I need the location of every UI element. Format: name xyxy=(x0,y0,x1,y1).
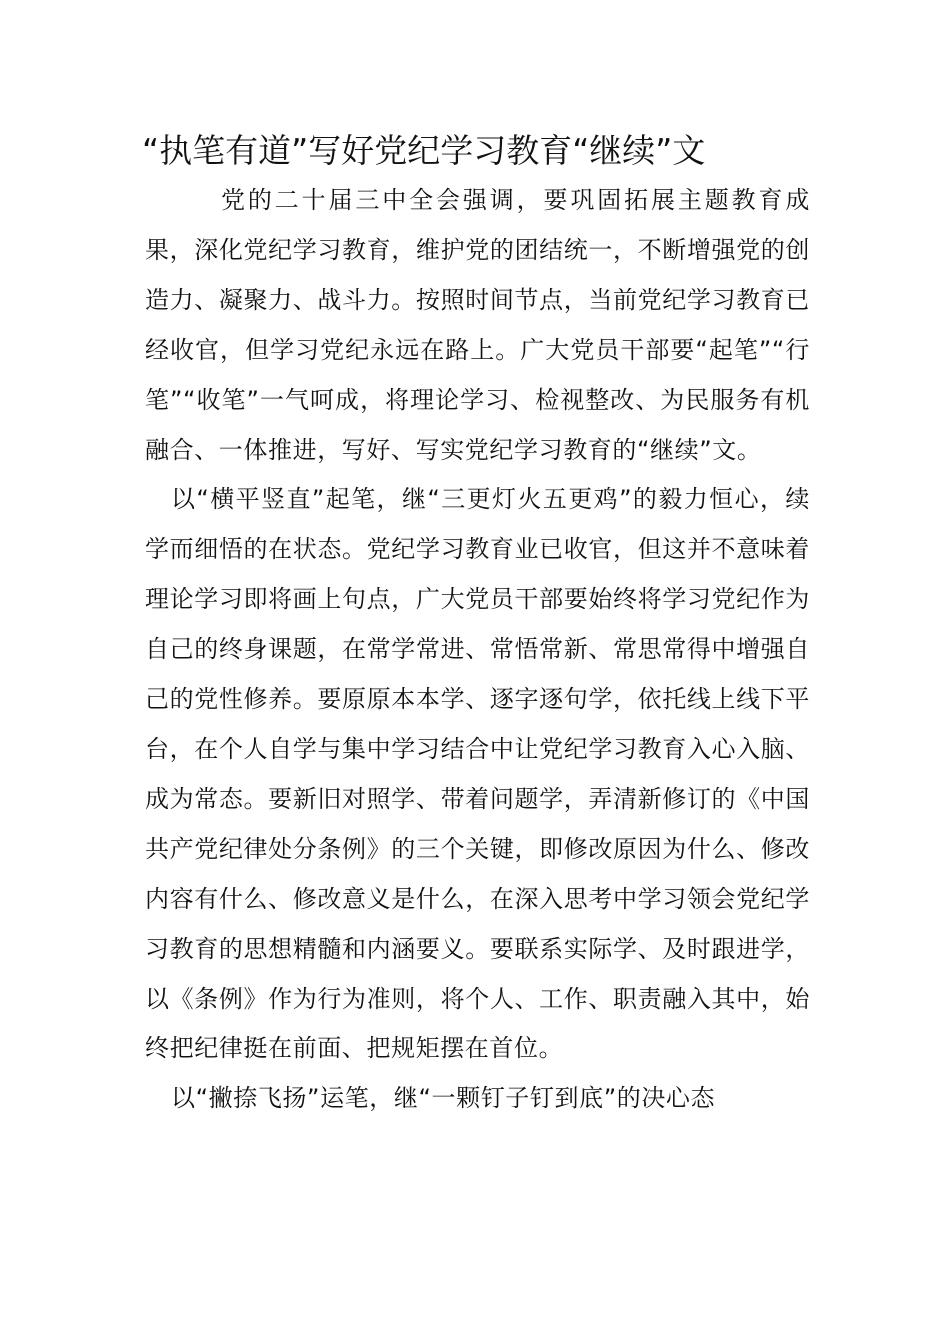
paragraph-intro: 党的二十届三中全会强调，要巩固拓展主题教育成果，深化党纪学习教育，维护党的团结统一，不断增强党的创造力、凝聚力、战斗力。按照时间节点，当前党纪学习教育已经收官，但学习党纪永远在路上。广大党员干部要“起笔”“行笔”“收笔”一气呵成，将理论学习、检视整改、为民服务有机融合、一体推进，写好、写实党纪学习教育的“继续”文。 xyxy=(145,186,810,464)
paragraph-start-stroke: 以“横平竖直”起笔，继“三更灯火五更鸡”的毅力恒心，续学而细悟的在状态。党纪学习教育业已收官，但这并不意味着理论学习即将画上句点，广大党员干部要始终将学习党纪作为自己的终身课题，在常学常进、常悟常新、常思常得中增强自己的党性修养。要原原本本学、逐字逐句学，依托线上线下平台，在个人自学与集中学习结合中让党纪学习教育入心入脑、成为常态。要新旧对照学、带着问题学，弄清新修订的《中国共产党纪律处分条例》的三个关键，即修改原因为什么、修改内容有什么、修改意义是什么，在深入思考中学习领会党纪学习教育的思想精髓和内涵要义。要联系实际学、及时跟进学，以《条例》作为行为准则，将个人、工作、职责融入其中，始终把纪律挺在前面、把规矩摆在首位。 xyxy=(145,485,810,1063)
paragraph-moving-stroke: 以“撇捺飞扬”运笔，继“一颗钉子钉到底”的决心态 xyxy=(171,1084,716,1113)
document-body xyxy=(145,176,810,1124)
document-title: “执笔有道”写好党纪学习教育“继续”文 xyxy=(142,131,706,170)
